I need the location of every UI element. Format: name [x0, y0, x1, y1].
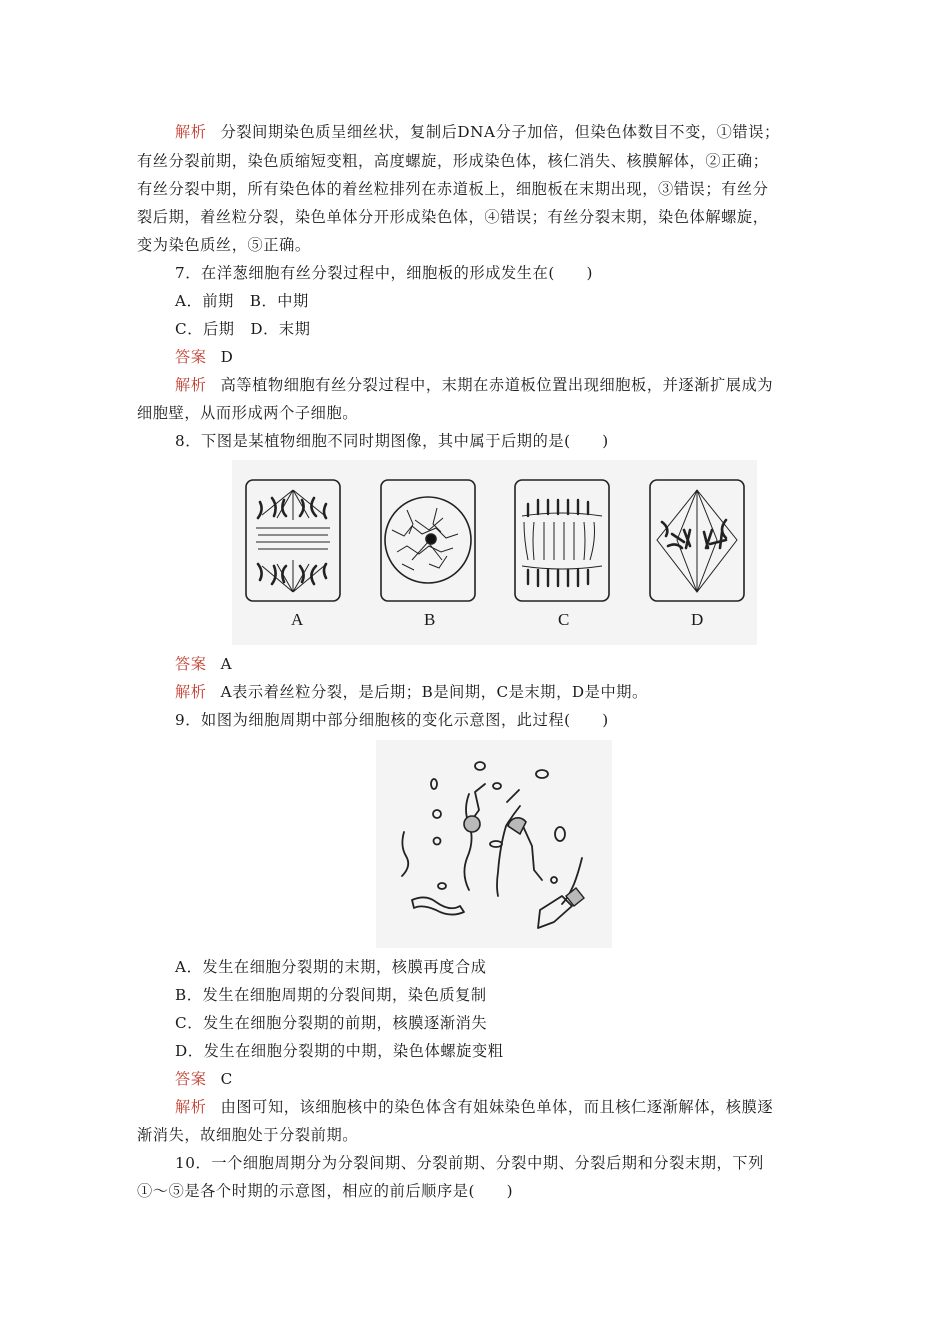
q9-option-c: C．发生在细胞分裂期的前期，核膜逐渐消失: [175, 1014, 488, 1032]
q6-analysis-line-5: 变为染色质丝，⑤正确。: [137, 236, 311, 254]
q8-figure-svg: [232, 460, 757, 645]
figure-label-c: C: [558, 610, 570, 629]
q9-analysis-tag: 解析: [175, 1098, 207, 1116]
q9-option-d: D．发生在细胞分裂期的中期，染色体螺旋变粗: [175, 1042, 504, 1060]
q8-answer: 答案 A: [175, 655, 233, 673]
figure-label-d: D: [691, 610, 704, 629]
cell-c-spindle: [522, 513, 602, 569]
q9-answer: 答案 C: [175, 1070, 233, 1088]
q6-analysis-line-2: 有丝分裂前期，染色质缩短变粗，高度螺旋，形成染色体，核仁消失、核膜解体，②正确；: [137, 152, 769, 170]
q9-option-a: A．发生在细胞分裂期的末期，核膜再度合成: [175, 958, 487, 976]
chromosome-left: [464, 794, 471, 890]
q6-analysis-line-1: 解析 分裂间期染色质呈细丝状，复制后DNA分子加倍，但染色体数目不变，①错误；: [175, 123, 780, 141]
q7-analysis-tag: 解析: [175, 376, 207, 394]
q7-analysis-line-2: 细胞壁，从而形成两个子细胞。: [137, 404, 359, 422]
q9-analysis-line-2: 渐消失，故细胞处于分裂前期。: [137, 1126, 359, 1144]
chromosome-bottom-left: [412, 897, 464, 914]
q7-answer-tag: 答案: [175, 348, 207, 366]
q6-analysis-line-4: 裂后期，着丝粒分裂，染色单体分开形成染色体，④错误；有丝分裂末期，染色体解螺旋，: [137, 208, 769, 226]
chromosome-far-left: [402, 832, 408, 876]
q8-figure-cells: [232, 460, 757, 645]
cell-d-chromosomes: [662, 520, 726, 548]
q6-analysis-tag: 解析: [175, 123, 207, 141]
q9-answer-tag: 答案: [175, 1070, 207, 1088]
q7-answer: 答案 D: [175, 348, 234, 366]
figure-label-a: A: [291, 610, 304, 629]
q9-analysis-line-1: 解析 由图可知，该细胞核中的染色体含有姐妹染色单体，而且核仁逐渐解体，核膜逐: [175, 1098, 774, 1116]
q8-stem: 8．下图是某植物细胞不同时期图像，其中属于后期的是( ): [175, 432, 609, 450]
cell-c-chromosomes: [528, 500, 588, 586]
q8-analysis: 解析 A表示着丝粒分裂，是后期；B是间期，C是末期，D是中期。: [175, 683, 648, 701]
q9-figure-svg: [376, 740, 612, 948]
q10-stem-line-2: ①～⑤是各个时期的示意图，相应的前后顺序是( ): [137, 1182, 514, 1200]
q9-figure-nucleus: [376, 740, 612, 948]
centromere-right: [508, 818, 526, 834]
q7-stem: 7．在洋葱细胞有丝分裂过程中，细胞板的形成发生在( ): [175, 264, 594, 282]
cell-a-spindle: [256, 490, 330, 592]
q7-options-cd: C．后期 D．末期: [175, 320, 311, 338]
q6-analysis-line-3: 有丝分裂中期，所有染色体的着丝粒排列在赤道板上，细胞板在末期出现，③错误；有丝分: [137, 180, 769, 198]
q7-options-ab: A．前期 B．中期: [175, 292, 309, 310]
cell-b-nucleolus: [426, 534, 436, 544]
figure-label-b: B: [424, 610, 436, 629]
nucleolus-fragment: [475, 762, 485, 770]
q8-answer-tag: 答案: [175, 655, 207, 673]
cell-b-chromatin: [392, 508, 458, 570]
q10-stem-line-1: 10．一个细胞周期分为分裂间期、分裂前期、分裂中期、分裂后期和分裂末期，下列: [175, 1154, 764, 1172]
centromere-left: [464, 816, 480, 832]
chromosome-bottom-right: [538, 896, 572, 928]
q9-stem: 9．如图为细胞周期中部分细胞核的变化示意图，此过程( ): [175, 711, 609, 729]
q9-option-b: B．发生在细胞周期的分裂间期，染色质复制: [175, 986, 487, 1004]
q8-analysis-tag: 解析: [175, 683, 207, 701]
q7-analysis-line-1: 解析 高等植物细胞有丝分裂过程中，末期在赤道板位置出现细胞板，并逐渐扩展成为: [175, 376, 774, 394]
